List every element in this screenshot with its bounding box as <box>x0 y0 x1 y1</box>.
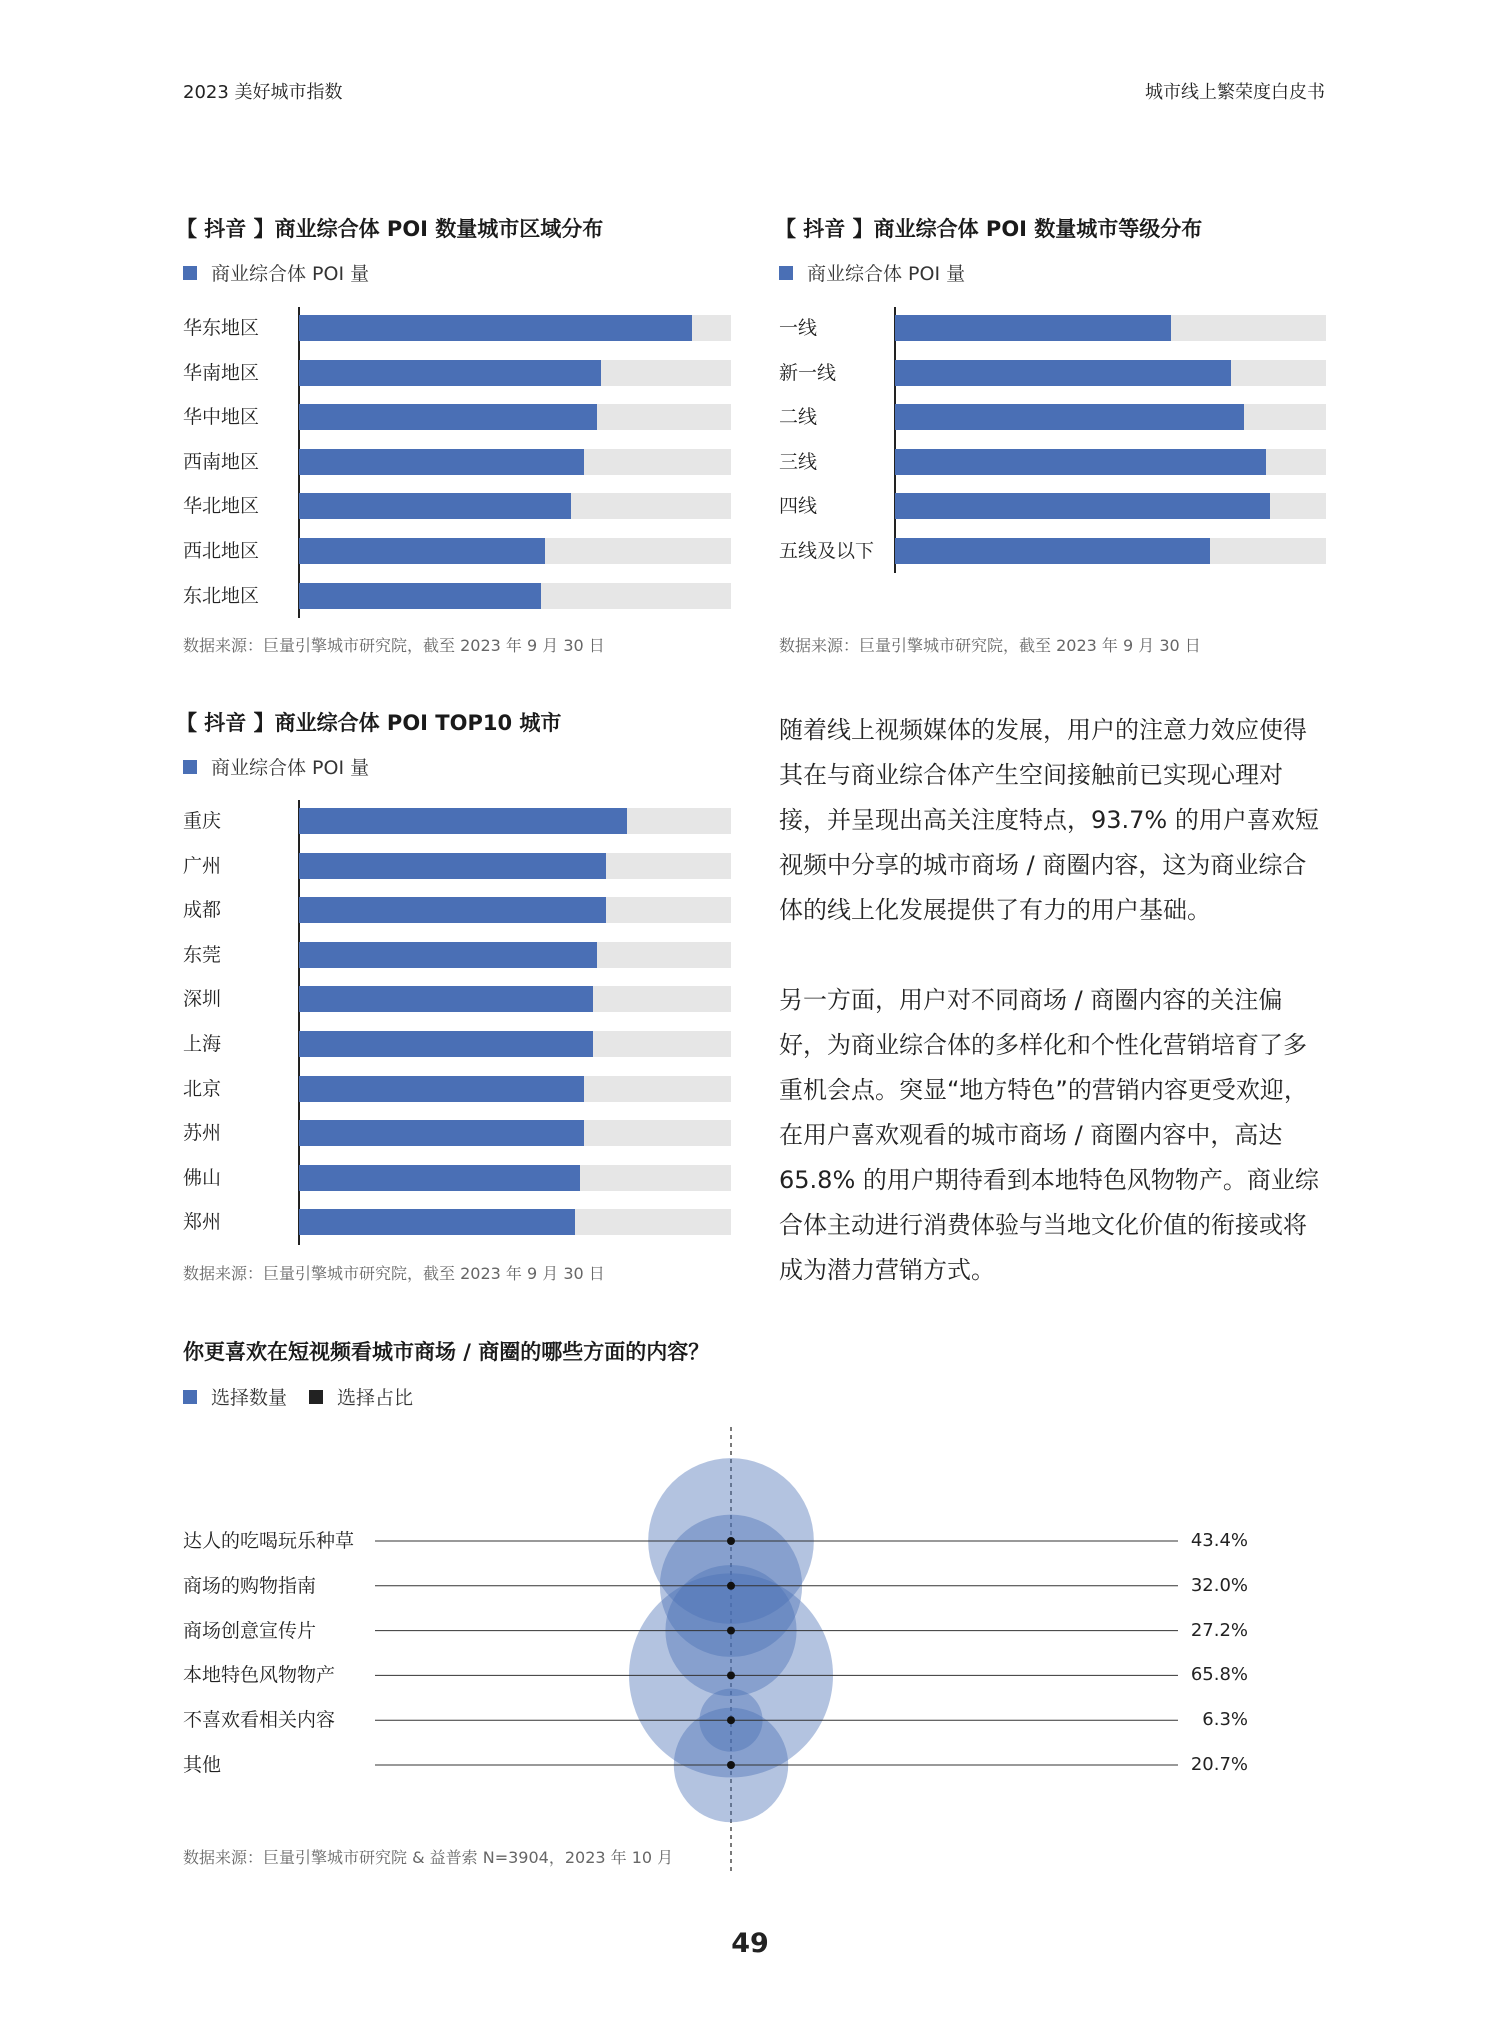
bar-category-label: 西南地区 <box>183 450 260 473</box>
page-number: 49 <box>731 1928 769 1959</box>
header-left: 2023 美好城市指数 <box>183 82 343 103</box>
bubble-chart-title: 你更喜欢在短视频看城市商场 / 商圈的哪些方面的内容？ <box>183 1340 710 1364</box>
paragraph-1-text: 随着线上视频媒体的发展，用户的注意力效应使得其在与商业综合体产生空间接触前已实现心理对接，并呈现出高关注度特点，93.7% 的用户喜欢短视频中分享的城市商场 / 商圈内容，这为商业综合体的线上化发展提供了有力的用户基础。 <box>779 716 1319 924</box>
top10-chart-source: 数据来源：巨量引擎城市研究院，截至 2023 年 9 月 30 日 <box>183 1264 605 1283</box>
bar-category-label: 华中地区 <box>183 406 260 429</box>
bar-category-label: 华北地区 <box>183 495 260 518</box>
bar-category-label: 苏州 <box>183 1122 222 1145</box>
legend-share-label: 选择占比 <box>337 1387 414 1409</box>
tier-chart-source: 数据来源：巨量引擎城市研究院，截至 2023 年 9 月 30 日 <box>779 636 1201 655</box>
share-dot <box>727 1627 735 1635</box>
bar-category-label: 华东地区 <box>183 317 260 339</box>
bubble-value-label: 65.8% <box>1190 1664 1248 1686</box>
bar-category-label: 重庆 <box>183 810 222 832</box>
bubble-value-label: 6.3% <box>1202 1709 1248 1731</box>
bar-category-label: 上海 <box>183 1033 222 1055</box>
region-chart-source: 数据来源：巨量引擎城市研究院，截至 2023 年 9 月 30 日 <box>183 636 605 655</box>
bar-category-label: 佛山 <box>183 1166 222 1189</box>
bubble-value-label: 43.4% <box>1190 1530 1248 1551</box>
bar-category-label: 华南地区 <box>183 361 260 384</box>
bubble-value-label: 20.7% <box>1190 1754 1248 1775</box>
bar-category-label: 二线 <box>779 406 818 429</box>
top10-chart-title: 【 抖音 】商业综合体 POI TOP10 城市 <box>176 711 562 735</box>
bar-category-label: 深圳 <box>183 988 222 1011</box>
bar-category-label: 东莞 <box>183 943 222 966</box>
bubble-category-label: 其他 <box>183 1754 222 1776</box>
share-dot <box>727 1761 735 1769</box>
bar-category-label: 三线 <box>779 450 818 473</box>
bar-category-label: 西北地区 <box>183 540 260 562</box>
bubble-category-label: 不喜欢看相关内容 <box>183 1709 336 1732</box>
bar-category-label: 北京 <box>183 1077 222 1100</box>
share-dot <box>727 1582 735 1590</box>
paragraph-2-text: 另一方面，用户对不同商场 / 商圈内容的关注偏好，为商业综合体的多样化和个性化营销培育了多重机会点。突显“地方特色”的营销内容更受欢迎，在用户喜欢观看的城市商场 / 商圈内容中，高达 65.8% 的用户期待看到本地特色风物物产。商业综合体主动进行消费体验与当地文化价值的衔接或将成为潜力营销方式。 <box>779 986 1319 1284</box>
share-dot <box>727 1671 735 1679</box>
tier-chart-title: 【 抖音 】商业综合体 POI 数量城市等级分布 <box>775 217 1203 241</box>
bar-category-label: 五线及以下 <box>779 540 875 562</box>
bubble-category-label: 本地特色风物物产 <box>183 1664 336 1687</box>
bar-category-label: 广州 <box>183 854 222 877</box>
bubble-category-label: 商场的购物指南 <box>183 1574 317 1597</box>
bubble-value-label: 27.2% <box>1190 1619 1248 1641</box>
legend-count-label: 选择数量 <box>211 1387 288 1409</box>
tier-legend-label: 商业综合体 POI 量 <box>807 263 966 285</box>
region-chart-title: 【 抖音 】商业综合体 POI 数量城市区域分布 <box>176 217 604 241</box>
share-dot <box>727 1537 735 1545</box>
region-legend-label: 商业综合体 POI 量 <box>211 263 370 285</box>
bar-category-label: 新一线 <box>779 361 837 384</box>
share-dot <box>727 1716 735 1724</box>
bubble-value-label: 32.0% <box>1190 1574 1248 1596</box>
bubble-category-label: 商场创意宣传片 <box>183 1619 317 1642</box>
header-right: 城市线上繁荣度白皮书 <box>1145 82 1325 103</box>
bar-category-label: 四线 <box>779 495 818 518</box>
bar-category-label: 郑州 <box>183 1211 222 1234</box>
bubble-category-label: 达人的吃喝玩乐种草 <box>183 1530 355 1552</box>
bar-category-label: 东北地区 <box>183 584 260 607</box>
bubble-chart-source: 数据来源：巨量引擎城市研究院 & 益普索 N=3904，2023 年 10 月 <box>183 1848 674 1867</box>
top10-legend-label: 商业综合体 POI 量 <box>211 757 370 779</box>
bar-category-label: 成都 <box>183 899 222 922</box>
bar-category-label: 一线 <box>779 317 818 339</box>
